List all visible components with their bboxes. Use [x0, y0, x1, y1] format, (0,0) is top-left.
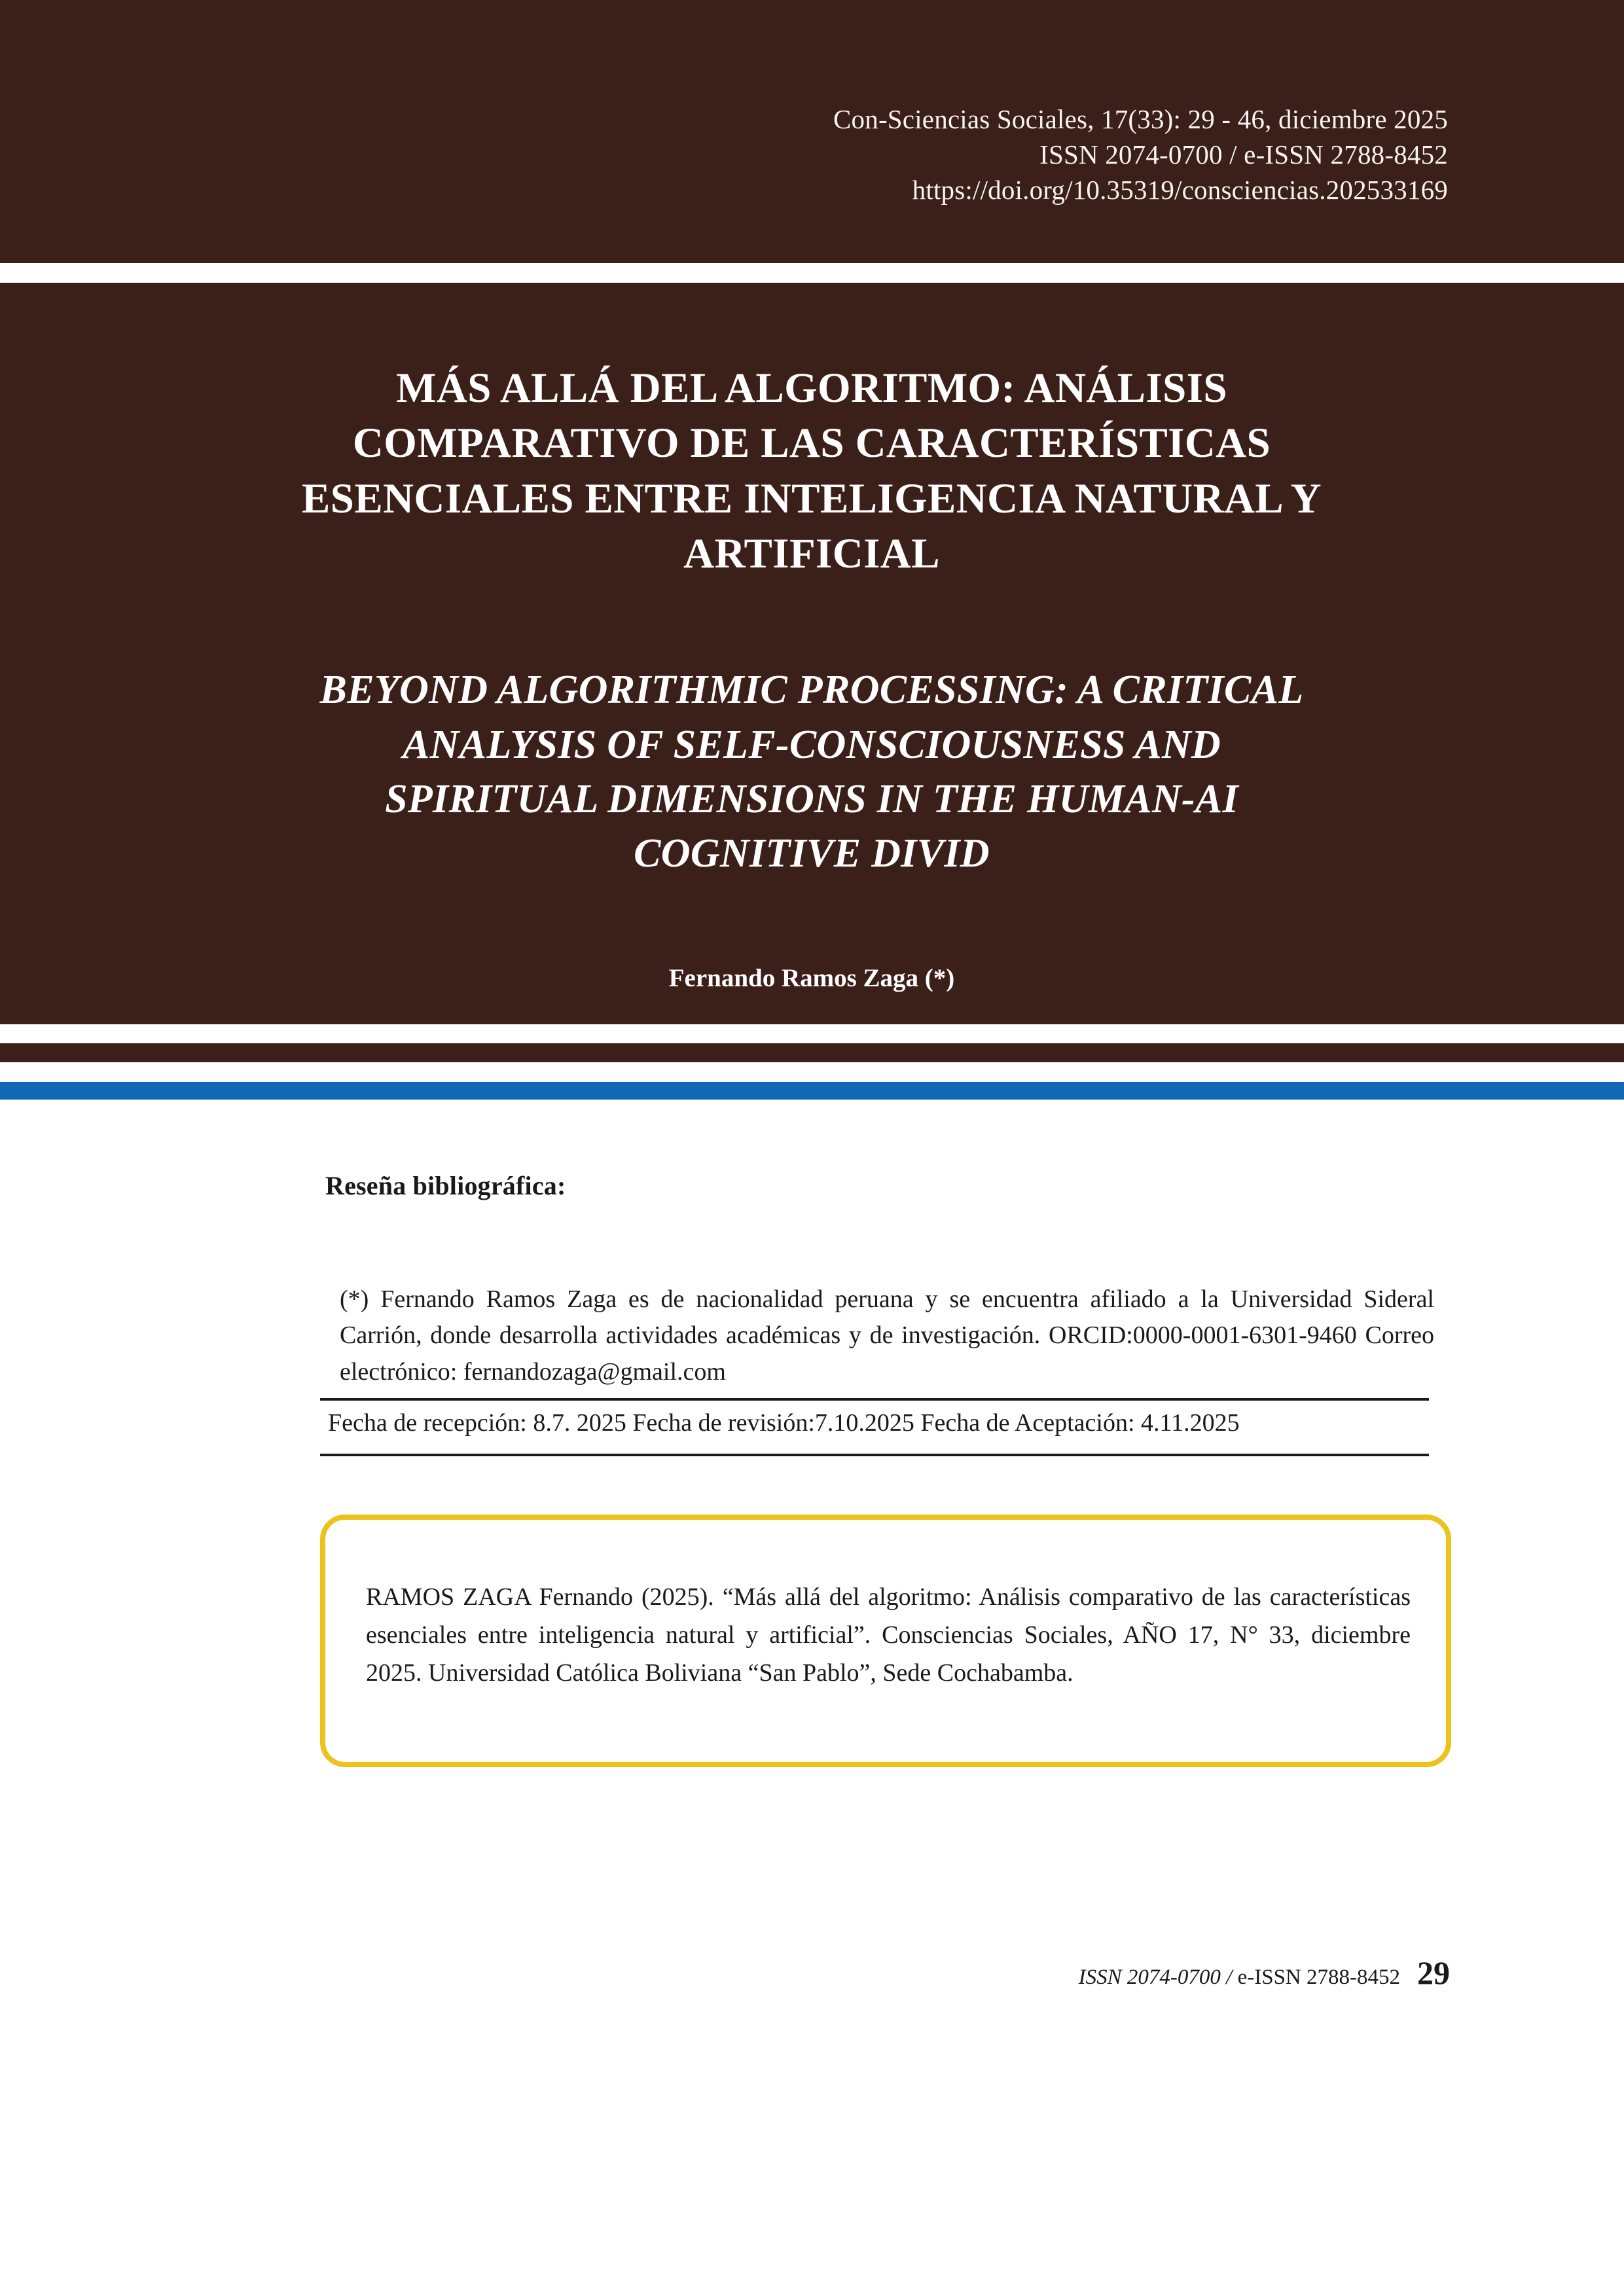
dates-rule-bottom	[320, 1454, 1429, 1456]
footer-issn	[1079, 1965, 1400, 1990]
article-title-english: BEYOND ALGORITHMIC PROCESSING: A CRITICAL ANALYSIS OF SELF-CONSCIOUSNESS AND SPIRITUAL DIMENSIONS IN THE HUMAN-AI COGNITIVE DIVID	[319, 668, 1304, 876]
masthead-band	[0, 0, 1624, 263]
title-block	[0, 283, 1624, 1024]
masthead-issn-line: ISSN 2074-0700 / e-ISSN 2788-8452	[1039, 139, 1448, 170]
citation-text: RAMOS ZAGA Fernando (2025). “Más allá del algoritmo: Análisis comparativo de las características esenciales entre inteligencia natural y artificial”. Consciencias Sociales, AÑO 17, N° 33, diciembre 2025. Universidad Católica Boliviana “San Pablo”, Sede Cochabamba.	[366, 1583, 1411, 1687]
footer-issn-separator: /	[1220, 1965, 1238, 1989]
page-footer	[1079, 1954, 1450, 1992]
masthead-citation-line: Con-Sciencias Sociales, 17(33): 29 - 46, diciembre 2025	[833, 104, 1448, 134]
article-title-spanish: MÁS ALLÁ DEL ALGORITMO: ANÁLISIS COMPARATIVO DE LAS CARACTERÍSTICAS ESENCIALES ENTRE INTELIGENCIA NATURAL Y ARTIFICIAL	[302, 364, 1322, 578]
page-number: 29	[1417, 1954, 1450, 1991]
author-name: Fernando Ramos Zaga (*)	[668, 964, 955, 992]
publication-dates-line: Fecha de recepción: 8.7. 2025 Fecha de revisión:7.10.2025 Fecha de Aceptación: 4.11.2025	[328, 1409, 1240, 1437]
section-label-resena: Reseña bibliográfica:	[325, 1171, 566, 1200]
footer-issn-print: ISSN 2074-0700	[1078, 1965, 1221, 1989]
separator-stripe-blue	[0, 1082, 1624, 1100]
separator-stripe-brown	[0, 1043, 1624, 1062]
citation-box	[320, 1515, 1451, 1767]
masthead-doi-line[interactable]: https://doi.org/10.35319/consciencias.202533169	[912, 175, 1448, 206]
footer-issn-electronic: e-ISSN 2788-8452	[1237, 1965, 1400, 1989]
author-bio-paragraph: (*) Fernando Ramos Zaga es de nacionalidad peruana y se encuentra afiliado a la Universidad Sideral Carrión, donde desarrolla actividades académicas y de investigación. ORCID:0000-0001-6301-9460 Correo electrónico: fernandozaga@gmail.com	[340, 1285, 1434, 1386]
dates-rule-top	[320, 1398, 1429, 1401]
masthead-journal-info	[833, 101, 1448, 207]
